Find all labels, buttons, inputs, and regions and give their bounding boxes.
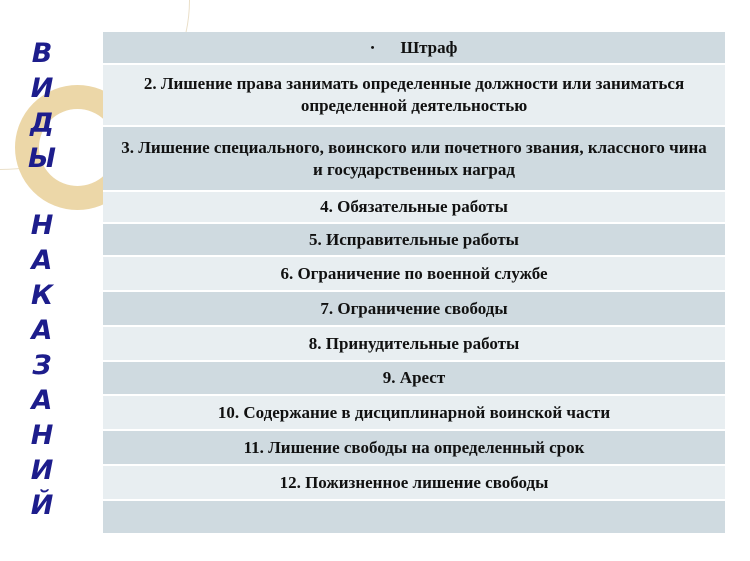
table-row	[103, 224, 725, 257]
title-letter: К	[30, 280, 54, 311]
table-row	[103, 431, 725, 466]
title-letter: Н	[30, 420, 54, 451]
table-row	[103, 257, 725, 292]
row-label: 12. Пожизненное лишение свободы	[279, 472, 549, 492]
bullet: •	[370, 41, 375, 54]
row-label: 5. Исправительные работы	[309, 229, 519, 249]
table-row-header	[103, 32, 725, 65]
row-label: 9. Арест	[382, 368, 446, 387]
table-row	[103, 466, 725, 501]
title-letter: А	[31, 315, 53, 346]
row-label: 2. Лишение права занимать определенные должности или заниматься определенной деятельностью	[143, 74, 685, 115]
title-letter: И	[30, 455, 54, 486]
title-letter: В	[31, 38, 53, 69]
vertical-title-vidy	[22, 36, 62, 176]
table-row	[103, 192, 725, 224]
row-label: Штраф	[400, 37, 458, 57]
row-label: 6. Ограничение по военной службе	[280, 263, 548, 283]
table-row	[103, 396, 725, 431]
row-label: 11. Лишение свободы на определенный срок	[243, 437, 585, 457]
title-letter: З	[32, 350, 52, 381]
row-label: 3. Лишение специального, воинского или почетного звания, классного чина и государственных наград	[121, 137, 707, 179]
title-letter: А	[31, 245, 53, 276]
table-row-empty	[103, 501, 725, 535]
table-row	[103, 362, 725, 396]
row-label: 7. Ограничение свободы	[320, 298, 508, 318]
table-row	[103, 327, 725, 362]
table-row	[103, 292, 725, 327]
vertical-title-nakazaniy	[22, 208, 62, 523]
row-label: 4. Обязательные работы	[320, 197, 508, 216]
title-letter: Ы	[28, 143, 56, 174]
table-row	[103, 127, 725, 192]
title-letter: А	[31, 385, 53, 416]
row-label: 8. Принудительные работы	[308, 333, 520, 353]
title-letter: Й	[30, 490, 54, 521]
title-letter: Н	[30, 210, 54, 241]
punishments-table	[103, 32, 725, 535]
title-letter: И	[30, 73, 54, 104]
title-letter: Д	[29, 108, 55, 139]
row-label: 10. Содержание в дисциплинарной воинской части	[217, 402, 611, 422]
table-row	[103, 65, 725, 127]
